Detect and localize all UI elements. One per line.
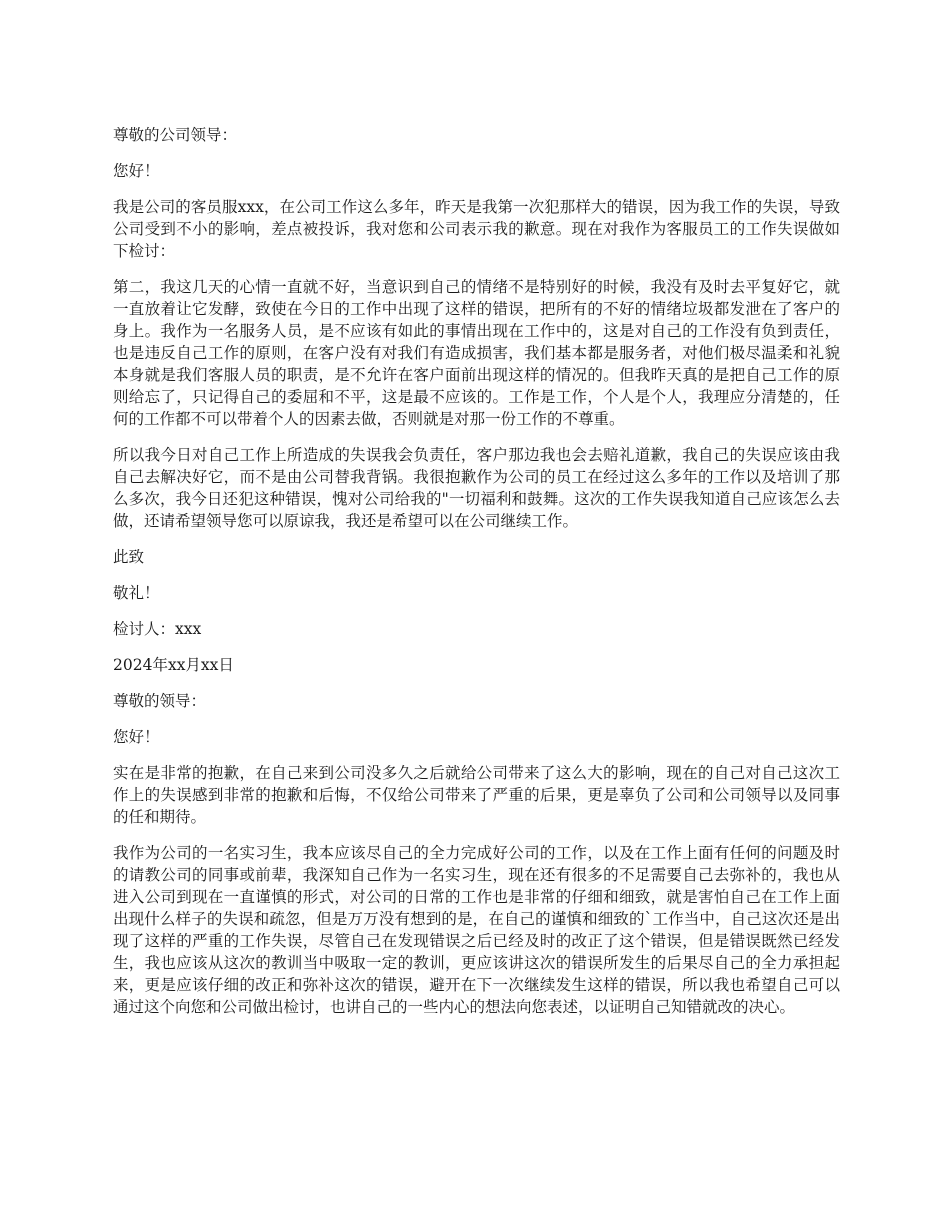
salutation-2: 尊敬的领导： bbox=[113, 692, 207, 710]
paragraph-intern: 我作为公司的一名实习生，我本应该尽自己的全力完成好公司的工作，以及在工作上面有任何的问题及时的请教公司的同事或前辈，我深知自己作为一名实习生，现在还有很多的不足需要自己去弥补的，我也从进入公司到现在一直谨慎的形式，对公司的日常的工作也是非常的仔细和细致，就是害怕自己在工作上面出现什么样子的失误和疏忽，但是万万没有想到的是，在自己的谨慎和细致的`工作当中，自己这次还是出现了这样的严重的工作失误，尽管自己在发现错误之后已经及时的改正了这个错误，但是错误既然已经发生，我也应该从这次的教训当中吸取一定的教训，更应该讲这次的错误所发生的后果尽自己的全力承担起来，更是应该仔细的改正和弥补这次的错误，避开在下一次继续发生这样的错误，所以我也希望自己可以通过这个向您和公司做出检讨，也讲自己的一些内心的想法向您表述，以证明自己知错就改的决心。 bbox=[113, 844, 840, 1016]
salutation-1: 尊敬的公司领导： bbox=[113, 126, 238, 144]
document-body bbox=[113, 124, 840, 1032]
date-line: 2024年xx月xx日 bbox=[113, 656, 234, 674]
paragraph-intro: 我是公司的客员服xxx，在公司工作这么多年，昨天是我第一次犯那样大的错误，因为我工作的失误，导致公司受到不小的影响，差点被投诉，我对您和公司表示我的歉意。现在对我作为客服员工的工作失误做如下检讨： bbox=[113, 198, 840, 260]
closing-cizhi: 此致 bbox=[113, 548, 145, 566]
signature-line: 检讨人：xxx bbox=[113, 620, 202, 638]
paragraph-apology: 实在是非常的抱歉，在自己来到公司没多久之后就给公司带来了这么大的影响，现在的自己对自己这次工作上的失误感到非常的抱歉和后悔，不仅给公司带来了严重的后果，更是辜负了公司和公司领导以及同事的任和期待。 bbox=[113, 764, 840, 826]
paragraph-second: 第二，我这几天的心情一直就不好，当意识到自己的情绪不是特别好的时候，我没有及时去平复好它，就一直放着让它发酵，致使在今日的工作中出现了这样的错误，把所有的不好的情绪垃圾都发泄在了客户的身上。我作为一名服务人员，是不应该有如此的事情出现在工作中的，这是对自己的工作没有负到责任，也是违反自己工作的原则，在客户没有对我们有造成损害，我们基本都是服务者，对他们极尽温柔和礼貌本身就是我们客服人员的职责，是不允许在客户面前出现这样的情况的。但我昨天真的是把自己工作的原则给忘了，只记得自己的委屈和不平，这是最不应该的。工作是工作，个人是个人，我理应分清楚的，任何的工作都不可以带着个人的因素去做，否则就是对那一份工作的不尊重。 bbox=[113, 278, 840, 428]
greeting-2: 您好！ bbox=[113, 728, 160, 746]
greeting-1: 您好！ bbox=[113, 162, 160, 180]
paragraph-responsibility: 所以我今日对自己工作上所造成的失误我会负责任，客户那边我也会去赔礼道歉，我自己的失误应该由我自己去解决好它，而不是由公司替我背锅。我很抱歉作为公司的员工在经过这么多年的工作以及培训了那么多次，我今日还犯这种错误，愧对公司给我的"一切福利和鼓舞。这次的工作失误我知道自己应该怎么去做，还请希望领导您可以原谅我，我还是希望可以在公司继续工作。 bbox=[113, 446, 840, 530]
closing-jingli: 敬礼！ bbox=[113, 584, 160, 602]
